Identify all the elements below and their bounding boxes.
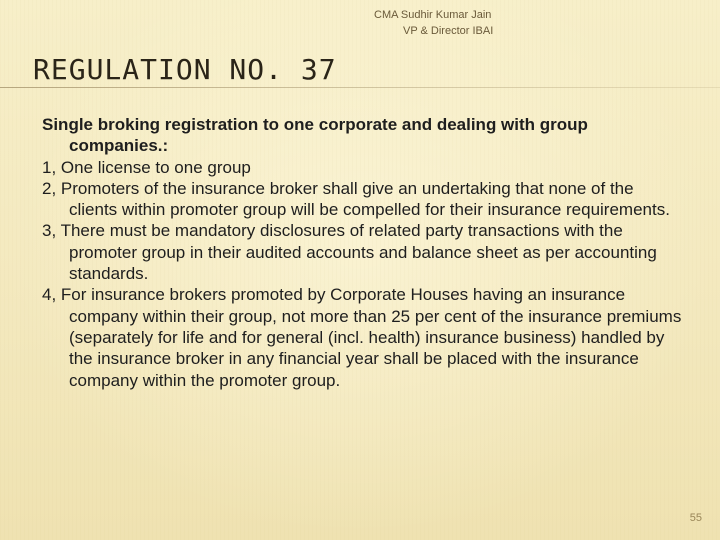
title-divider — [0, 87, 720, 88]
page-number: 55 — [689, 512, 702, 524]
regulation-point-3: 3, There must be mandatory disclosures of related party transactions with the promoter group in their audited accounts and balance sheet as per accounting standards. — [42, 221, 657, 284]
author-name: CMA Sudhir Kumar Jain — [374, 9, 492, 21]
regulation-point-2: 2, Promoters of the insurance broker shall give an undertaking that none of the clients within promoter group will be compelled for their insurance requirements. — [42, 178, 670, 220]
slide-title: REGULATION NO. 37 — [33, 53, 337, 86]
regulation-point-1: 1, One license to one group — [42, 157, 251, 177]
regulation-point-4: 4, For insurance brokers promoted by Corporate Houses having an insurance company within their group, not more than 25 per cent of the insurance premiums (separately for life and for general (incl. health) insurance business) handled by the insurance broker in any financial year shall be placed with the insurance company within the promoter group. — [42, 285, 682, 390]
regulation-points — [42, 157, 682, 391]
section-heading: Single broking registration to one corporate and dealing with group companies.: — [42, 115, 588, 156]
author-role: VP & Director IBAI — [403, 25, 494, 37]
slide-body — [42, 114, 682, 391]
